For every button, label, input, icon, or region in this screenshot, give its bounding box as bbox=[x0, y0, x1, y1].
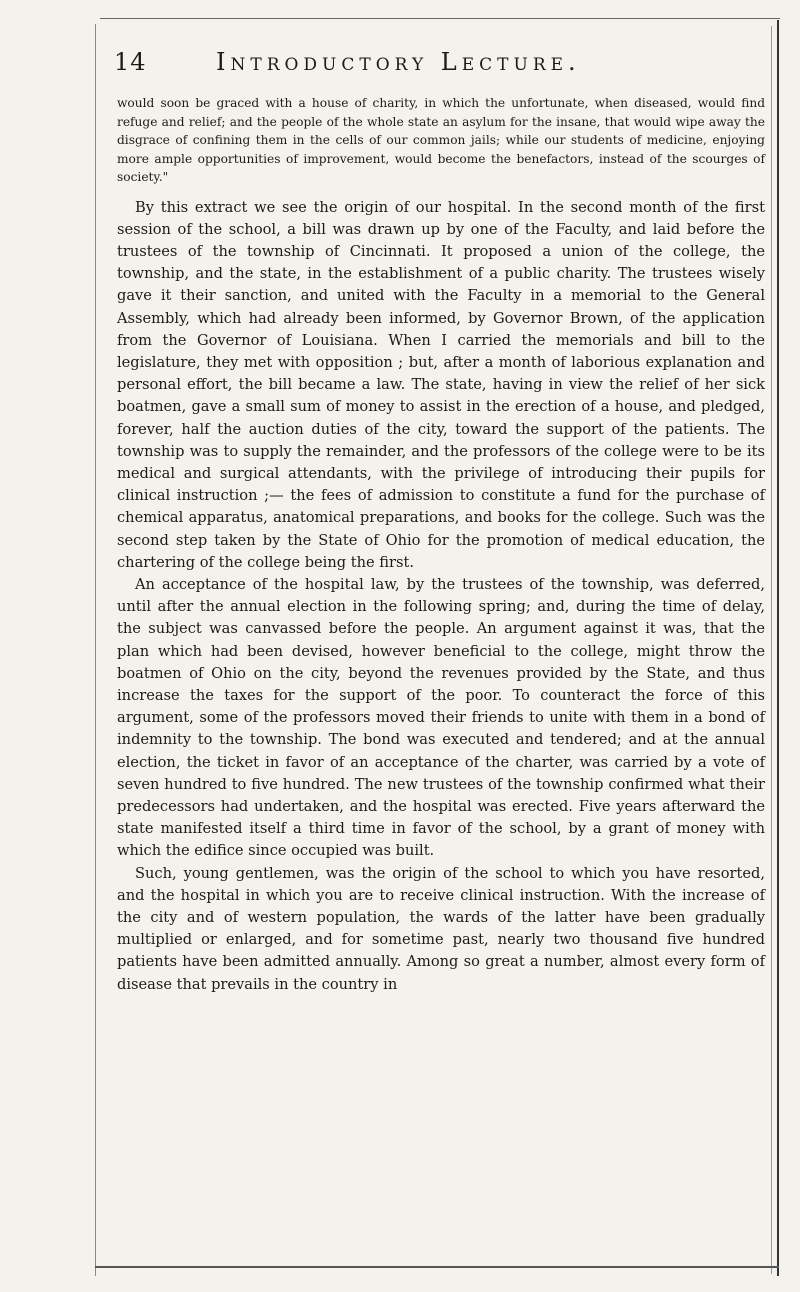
paragraph-origin-of-hospital: By this extract we see the origin of our hospital. In the second month of the first session of the school, a bill was drawn up by one of the Faculty, and laid before the trustees of the township of Cincinnati. It proposed a union of the college, the township, and the state, in the establishment of a public charity. The trustees wisely gave it their sanction, and united with the Faculty in a memorial to the General Assembly, which had already been informed, by Governor Brown, of the application from the Governor of Louisiana. When I carried the memorials and bill to the legislature, they met with opposition ; but, after a month of laborious explanation and personal effort, the bill became a law. The state, having in view the relief of her sick boatmen, gave a small sum of money to assist in the erection of a house, and pledged, forever, half the auction duties of the city, toward the support of the patients. The township was to supply the remainder, and the professors of the college were to be its medical and surgical attendants, with the privilege of introducing their pupils for clinical instruction ;— the fees of admission to constitute a fund for the purchase of chemical apparatus, anatomical preparations, and books for the college. Such was the second step taken by the State of Ohio for the promotion of medical education, the chartering of the college being the first. bbox=[117, 198, 765, 571]
right-inner-rule bbox=[771, 26, 772, 1274]
page-body bbox=[117, 94, 765, 996]
right-border-rule bbox=[777, 20, 779, 1276]
paragraph-origin-of-school: Such, young gentlemen, was the origin of the school to which you have resorted, and the hospital in which you are to receive clinical instruction. With the increase of the city and of western population, the wards of the latter have been gradually multiplied or enlarged, and for sometime past, nearly two thousand five hundred patients have been admitted annually. Among so great a number, almost every form of disease that prevails in the country in bbox=[117, 864, 765, 993]
page-header bbox=[114, 48, 754, 88]
running-head: Introductory Lecture. bbox=[216, 48, 581, 76]
quoted-passage: would soon be graced with a house of charity, in which the unfortunate, when diseased, would find refuge and relief; and the people of the whole state an asylum for the insane, that would wipe away the disgrace of confining them in the cells of our common jails; while our students of medicine, enjoying more ample opportunities of improvement, would become the benefactors, instead of the scourges of society." bbox=[117, 96, 765, 184]
paragraph-acceptance-of-law: An acceptance of the hospital law, by the trustees of the township, was deferred, until after the annual election in the following spring; and, during the time of delay, the subject was canvassed before the people. An argument against it was, that the plan which had been devised, however beneficial to the college, might throw the boatmen of Ohio on the city, beyond the revenues provided by the State, and thus increase the taxes for the support of the poor. To counteract the force of this argument, some of the professors moved their friends to unite with them in a bond of indemnity to the township. The bond was executed and tendered; and at the annual election, the ticket in favor of an acceptance of the charter, was carried by a vote of seven hundred to five hundred. The new trustees of the township confirmed what their predecessors had undertaken, and the hospital was erected. Five years afterward the state manifested itself a third time in favor of the school, by a grant of money with which the edifice since occupied was built. bbox=[117, 575, 765, 860]
left-border-rule bbox=[95, 24, 96, 1276]
top-border-rule bbox=[100, 18, 780, 19]
bottom-border-rule bbox=[95, 1266, 779, 1268]
page-number: 14 bbox=[114, 48, 147, 76]
